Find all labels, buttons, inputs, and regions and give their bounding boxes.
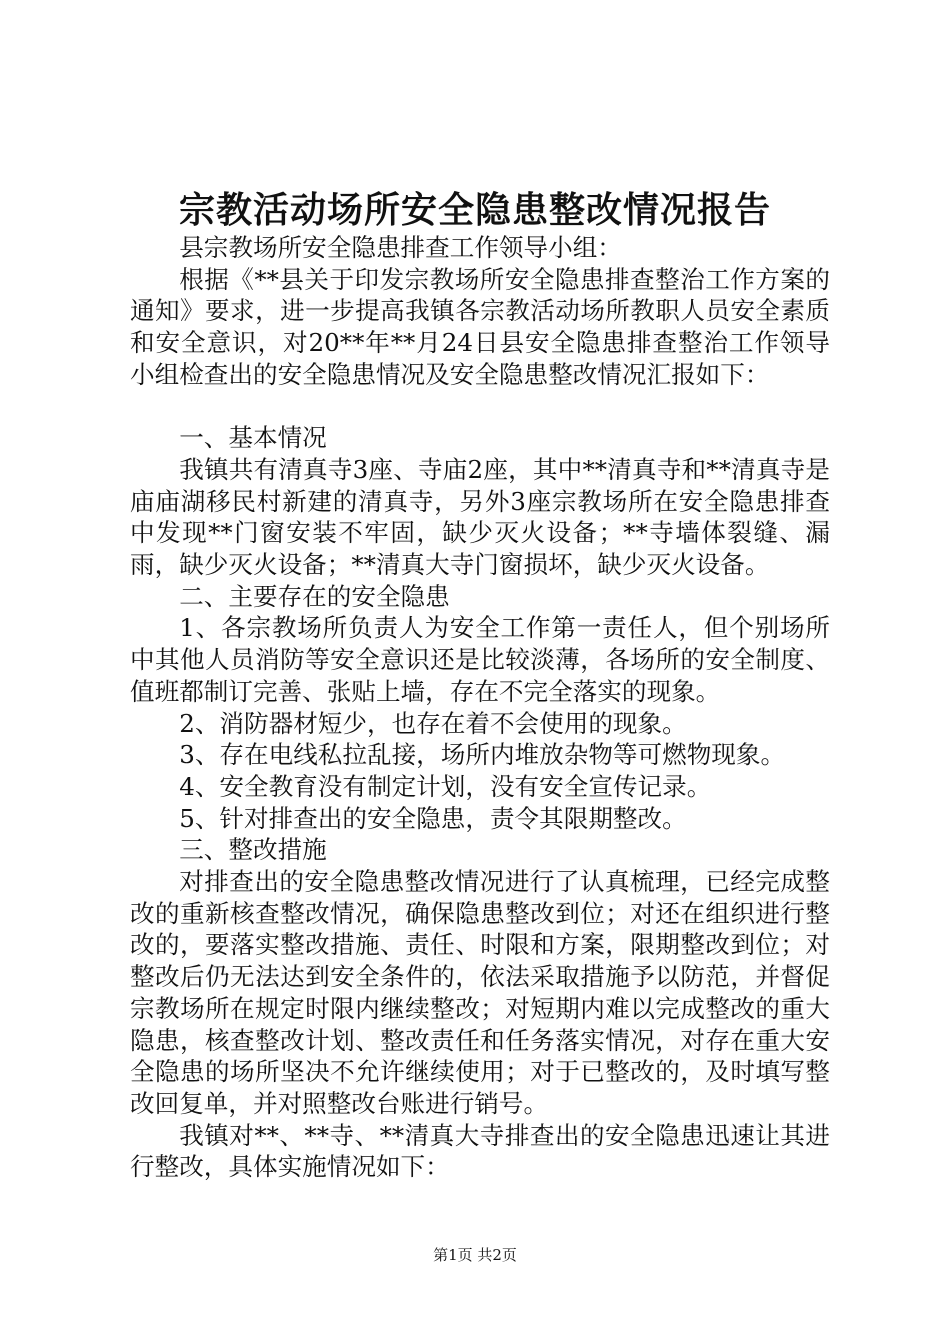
hazard-item-4: 4、安全教育没有制定计划，没有安全宣传记录。	[179, 771, 712, 801]
salutation-paragraph: 县宗教场所安全隐患排查工作领导小组：	[179, 233, 622, 262]
hazard-item-2: 2、消防器材短少，也存在着不会使用的现象。	[179, 708, 687, 738]
section-heading-basic-situation: 一、基本情况	[179, 423, 327, 453]
intro-paragraph: 根据《**县关于印发宗教场所安全隐患排查整治工作方案的通知》要求，进一步提高我镇各宗教活动场所教职人员安全素质和安全意识，对20**年**月24日县安全隐患排查整治工作领导小组检查出的安全隐患情况及安全隐患整改情况汇报如下：	[130, 264, 830, 389]
implementation-paragraph: 我镇对**、**寺、**清真大寺排查出的安全隐患迅速让其进行整改，具体实施情况如下：	[130, 1120, 830, 1182]
section-heading-rectification: 三、整改措施	[179, 835, 327, 865]
rectification-paragraph: 对排查出的安全隐患整改情况进行了认真梳理，已经完成整改的重新核查整改情况，确保隐患整改到位；对还在组织进行整改的，要落实整改措施、责任、时限和方案，限期整改到位；对整改后仍无法达到安全条件的，依法采取措施予以防范，并督促宗教场所在规定时限内继续整改；对短期内难以完成整改的重大隐患，核查整改计划、整改责任和任务落实情况，对存在重大安全隐患的场所坚决不允许继续使用；对于已整改的，及时填写整改回复单，并对照整改台账进行销号。	[130, 867, 830, 1118]
hazard-item-5: 5、针对排查出的安全隐患，责令其限期整改。	[179, 803, 687, 833]
hazard-item-1: 1、各宗教场所负责人为安全工作第一责任人，但个别场所中其他人员消防等安全意识还是比较淡薄，各场所的安全制度、值班都制订完善、张贴上墙，存在不完全落实的现象。	[130, 613, 830, 706]
document-body	[130, 232, 830, 1183]
page-number-footer: 第1页 共2页	[433, 1246, 517, 1264]
hazard-item-3: 3、存在电线私拉乱接，场所内堆放杂物等可燃物现象。	[179, 740, 786, 770]
section-heading-main-hazards: 二、主要存在的安全隐患	[179, 581, 450, 611]
document-title: 宗教活动场所安全隐患整改情况报告	[178, 189, 771, 231]
basic-situation-paragraph: 我镇共有清真寺3座、寺庙2座，其中**清真寺和**清真寺是庙庙湖移民村新建的清真寺，另外3座宗教场所在安全隐患排查中发现**门窗安装不牢固，缺少灭火设备；**寺墙体裂缝、漏雨，缺少灭火设备；**清真大寺门窗损坏，缺少灭火设备。	[130, 454, 830, 580]
